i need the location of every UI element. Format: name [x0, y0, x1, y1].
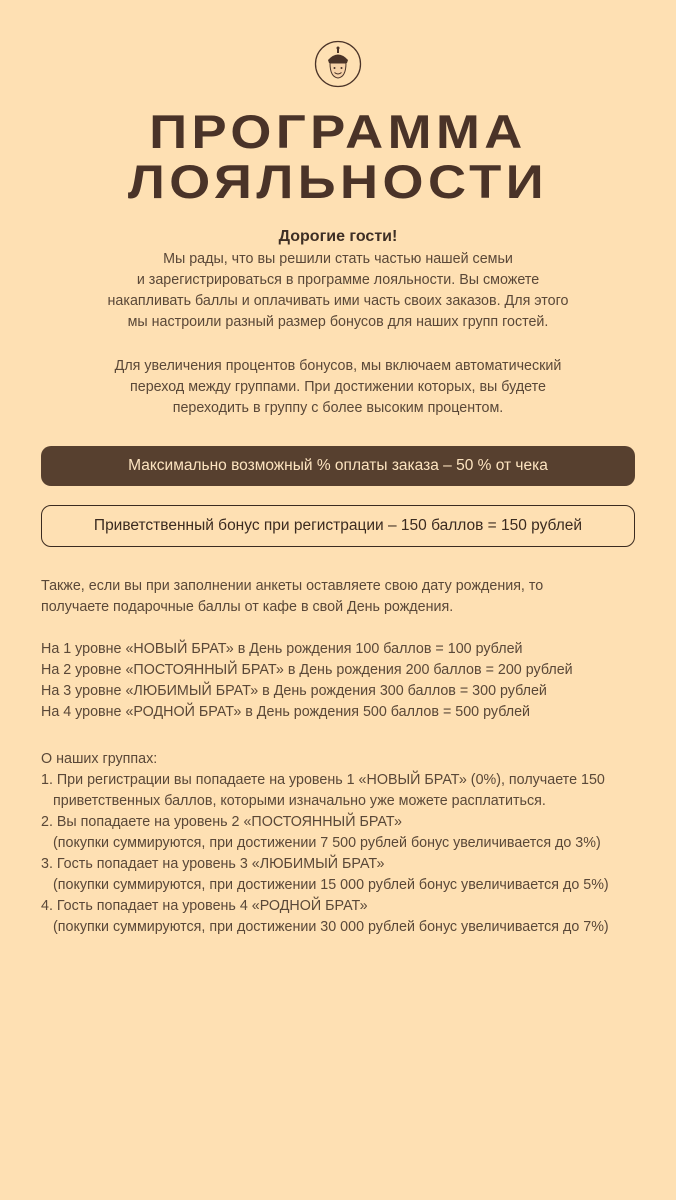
text-line: и зарегистрироваться в программе лояльности. Вы сможете [136, 272, 540, 288]
max-payment-banner: Максимально возможный % оплаты заказа – 50 % от чека [41, 446, 635, 486]
group-item-detail: (покупки суммируются, при достижении 7 500 рублей бонус увеличивается до 3%) [53, 835, 601, 851]
greeting: Дорогие гости! [278, 228, 398, 245]
intro-paragraph-2 [60, 356, 616, 419]
welcome-bonus-banner: Приветственный бонус при регистрации – 150 баллов = 150 рублей [41, 505, 635, 547]
group-item-detail: приветственных баллов, которыми изначально уже можете расплатиться. [53, 793, 546, 809]
group-item: 2. Вы попадаете на уровень 2 «ПОСТОЯННЫЙ БРАТ» [41, 814, 402, 830]
text-line: мы настроили разный размер бонусов для наших групп гостей. [127, 314, 549, 330]
birthday-level-item: На 2 уровне «ПОСТОЯННЫЙ БРАТ» в День рождения 200 баллов = 200 рублей [41, 662, 573, 678]
text-line: Для увеличения процентов бонусов, мы включаем автоматический [114, 358, 562, 374]
group-item-detail: (покупки суммируются, при достижении 15 000 рублей бонус увеличивается до 5%) [53, 877, 609, 893]
text-line: получаете подарочные баллы от кафе в свой День рождения. [41, 599, 454, 615]
birthday-level-item: На 1 уровне «НОВЫЙ БРАТ» в День рождения 100 баллов = 100 рублей [41, 641, 523, 657]
group-item: 1. При регистрации вы попадаете на уровень 1 «НОВЫЙ БРАТ» (0%), получаете 150 [41, 772, 605, 788]
birthday-intro [41, 576, 661, 618]
text-line: Также, если вы при заполнении анкеты оставляете свою дату рождения, то [41, 578, 544, 594]
text-line: Мы рады, что вы решили стать частью нашей семьи [163, 251, 513, 267]
text-line: накапливать баллы и оплачивать ими часть своих заказов. Для этого [107, 293, 569, 309]
birthday-level-item: На 3 уровне «ЛЮБИМЫЙ БРАТ» в День рождения 300 баллов = 300 рублей [41, 683, 547, 699]
group-item-detail: (покупки суммируются, при достижении 30 000 рублей бонус увеличивается до 7%) [53, 919, 609, 935]
page-title-line-2: ЛОЯЛЬНОСТИ [127, 155, 549, 208]
group-item: 3. Гость попадает на уровень 3 «ЛЮБИМЫЙ БРАТ» [41, 856, 385, 872]
group-item: 4. Гость попадает на уровень 4 «РОДНОЙ БРАТ» [41, 898, 368, 914]
page-title-line-1: ПРОГРАММА [149, 105, 527, 158]
groups-section [41, 749, 661, 938]
mascot-face-icon [314, 40, 362, 88]
groups-heading: О наших группах: [41, 751, 158, 767]
text-line: переходить в группу с более высоким процентом. [172, 400, 504, 416]
birthday-levels [41, 639, 661, 723]
text-line: переход между группами. При достижении которых, вы будете [130, 379, 546, 395]
intro-paragraph-1 [60, 249, 616, 333]
birthday-level-item: На 4 уровне «РОДНОЙ БРАТ» в День рождения 500 баллов = 500 рублей [41, 704, 531, 720]
